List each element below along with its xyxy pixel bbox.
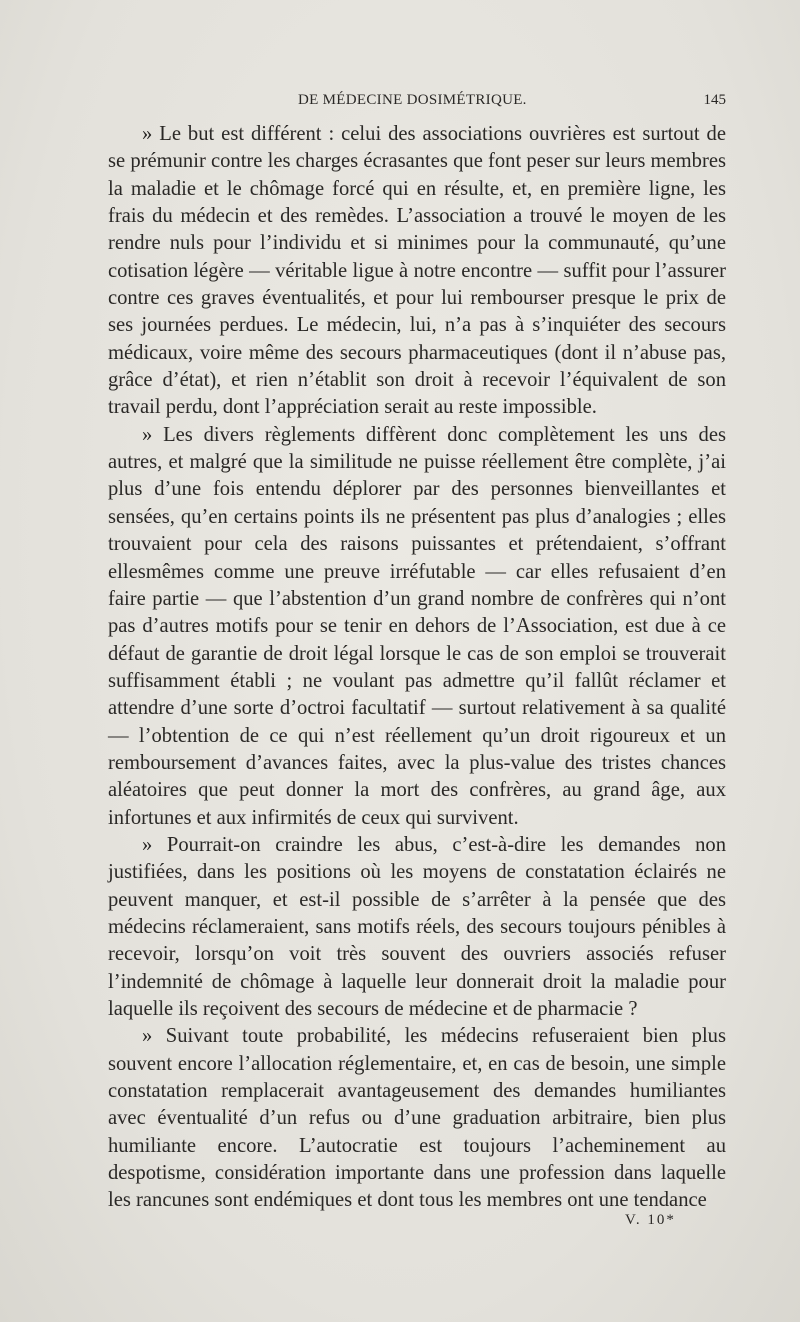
body-text (108, 121, 726, 1215)
paragraph: » Suivant toute probabilité, les médecins refuseraient bien plus souvent encore l’allocation réglementaire, et, en cas de besoin, une simple constatation remplacerait avantageusement des demandes humiliantes avec éventualité d’un refus ou d’une graduation arbitraire, bien plus humiliante encore. L’autocratie est toujours l’acheminement au despotisme, considération importante dans une profession dans laquelle les rancunes sont endémiques et dont tous les membres ont une tendance (108, 1025, 726, 1212)
page-number: 145 (703, 92, 726, 108)
paragraph: » Pourrait-on craindre les abus, c’est-à-dire les demandes non justifiées, dans les positions où les moyens de constatation éclairés ne peuvent manquer, et est-il possible de s’arrêter à la pensée que des médecins réclameraient, sans motifs réels, des secours toujours pénibles à recevoir, lorsqu’on voit très souvent des ouvriers associés refuser l’indemnité de chômage à laquelle leur donnerait droit la maladie pour laquelle ils reçoivent des secours de médecine et de pharmacie ? (108, 833, 726, 1020)
running-head (108, 92, 726, 112)
paragraph: » Les divers règlements diffèrent donc complètement les uns des autres, et malgré que la similitude ne puisse réellement être complète, j’ai plus d’une fois entendu déplorer par des personnes bienveillantes et sensées, qu’en certains points ils ne présentent pas plus d’analogies ; elles trouvaient pour cela des raisons puissantes et prétendaient, s’offrant ellesmêmes comme une preuve irréfutable — car elles refusaient d’en faire partie — que l’abstention d’un grand nombre de confrères qui n’ont pas d’autres motifs pour se tenir en dehors de l’Association, est due à ce défaut de garantie de droit légal lorsque le cas de son emploi se trouverait suffisamment établi ; ne voulant pas admettre qu’il fallût réclamer et attendre d’une sorte d’octroi facultatif — surtout relativement à sa qualité — l’obtention de ce qui n’est réellement qu’un droit rigoureux et un remboursement d’avances faites, avec la plus-value des tristes chances aléatoires que peut donner la mort des confrères, au grand âge, aux infortunes et aux infirmités de ceux qui survivent. (108, 423, 726, 829)
paragraph: » Le but est différent : celui des associations ouvrières est surtout de se prémunir contre les charges écrasantes que font peser sur leurs membres la maladie et le chômage forcé qui en résulte, et, en première ligne, les frais du médecin et des remèdes. L’association a trouvé le moyen de les rendre nuls pour l’individu et si minimes pour la communauté, qu’une cotisation légère — véritable ligue à notre encontre — suffit pour l’assurer contre ces graves éventualités, et pour lui rembourser presque le prix de ses journées perdues. Le médecin, lui, n’a pas à s’inquiéter des secours médicaux, voire même des secours pharmaceutiques (dont il n’abuse pas, grâce d’état), et rien n’établit son droit à recevoir l’équivalent de son travail perdu, dont l’appréciation serait au reste impossible. (108, 123, 726, 419)
signature-mark: V. 10* (625, 1212, 676, 1228)
running-title: DE MÉDECINE DOSIMÉTRIQUE. (298, 92, 527, 108)
